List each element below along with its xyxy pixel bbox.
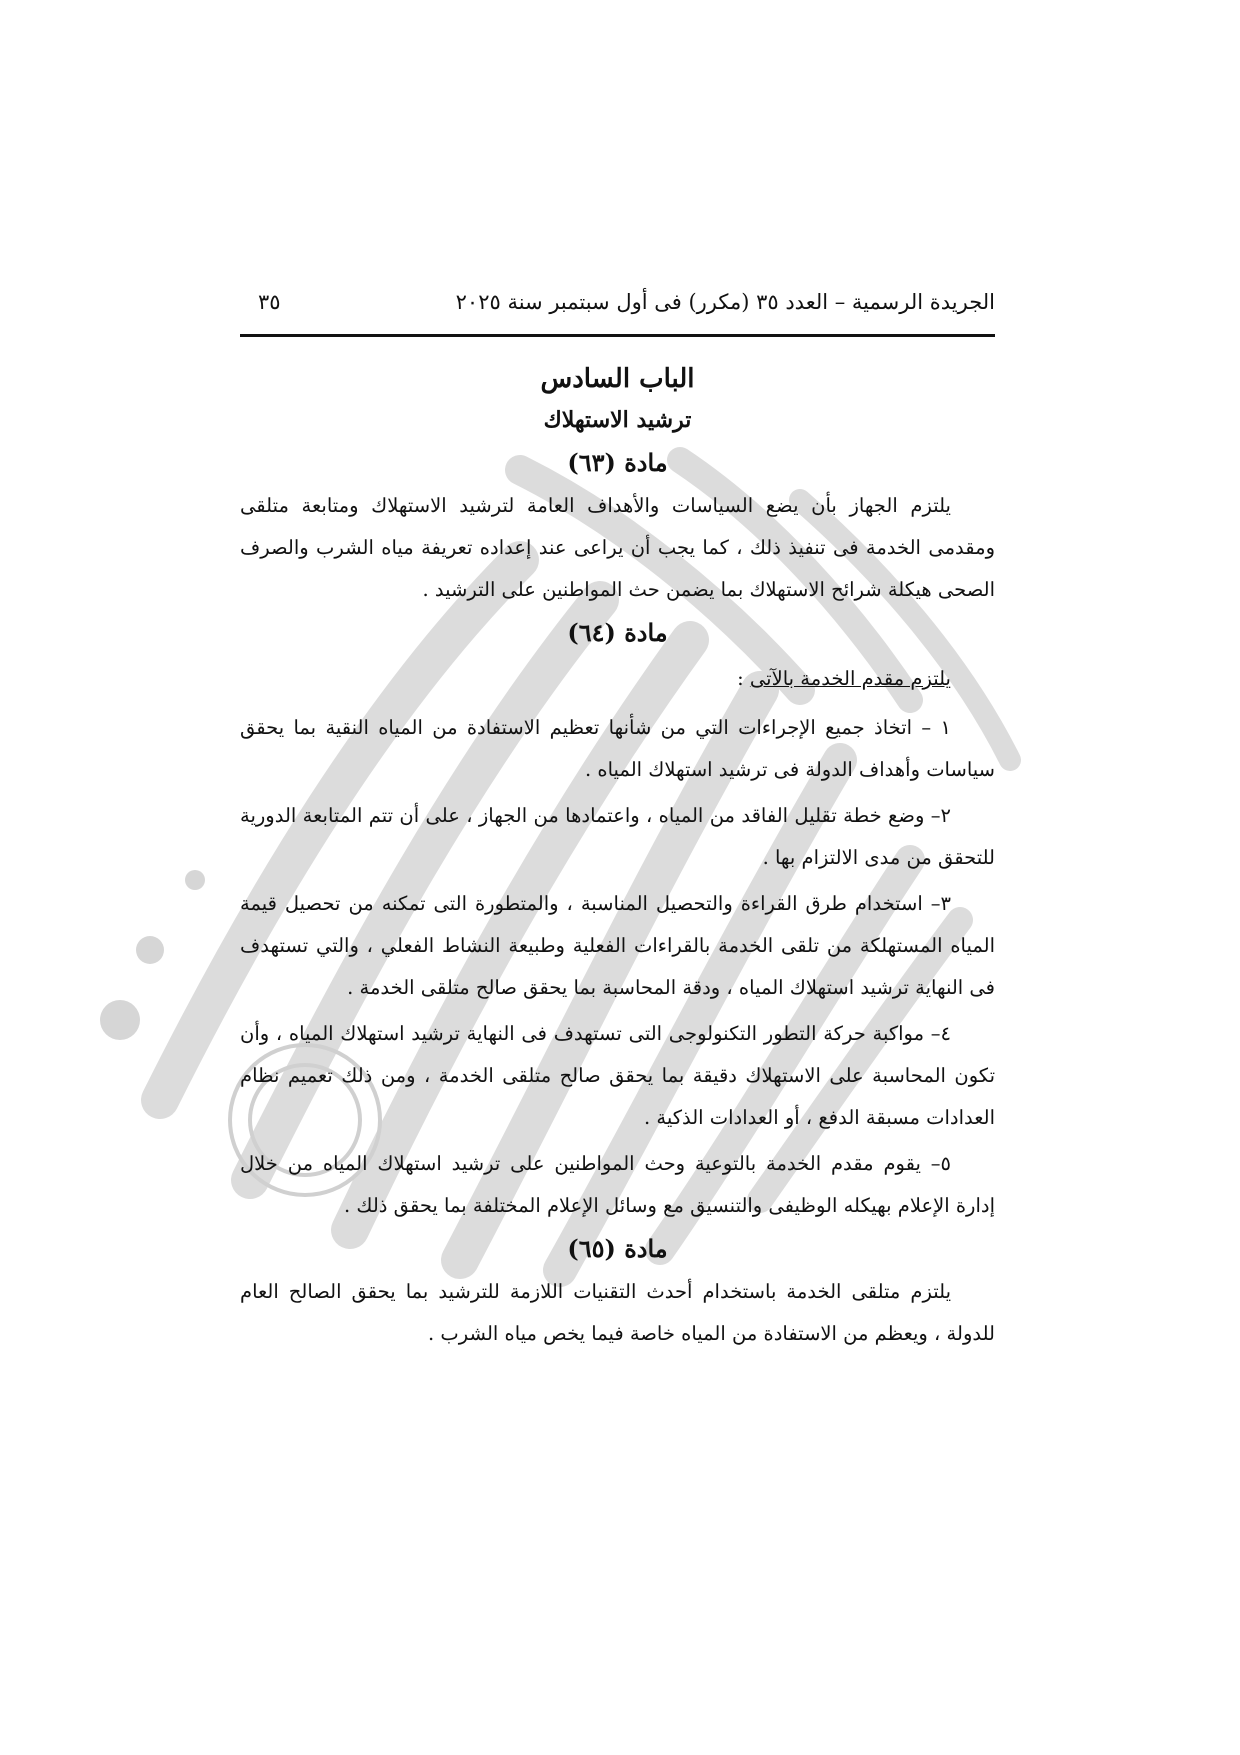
article-intro-suffix: : [737, 667, 750, 690]
header-rule [240, 334, 995, 337]
article-item: ١ – اتخاذ جميع الإجراءات التي من شأنها تعظيم الاستفادة من المياه النقية بما يحقق سياسات وأهداف الدولة فى ترشيد استهلاك المياه . [240, 716, 995, 781]
watermark-dot [136, 936, 164, 964]
article-item: ٢– وضع خطة تقليل الفاقد من المياه ، واعتمادها من الجهاز ، على أن تتم المتابعة الدورية للتحقق من مدى الالتزام بها . [240, 804, 995, 869]
article-item: ٥– يقوم مقدم الخدمة بالتوعية وحث المواطنين على ترشيد استهلاك المياه من خلال إدارة الإعلام بهيكله الوظيفى والتنسيق مع وسائل الإعلام المختلفة بما يحقق ذلك . [240, 1152, 995, 1217]
article-intro [240, 655, 995, 703]
article-item: ٣– استخدام طرق القراءة والتحصيل المناسبة ، والمتطورة التى تمكنه من تحصيل قيمة المياه المستهلكة من تلقى الخدمة بالقراءات الفعلية وطبيعة النشاط الفعلي ، والتي تستهدف فى النهاية ترشيد استهلاك المياه ، ودقة المحاسبة بما يحقق صالح متلقى الخدمة . [240, 892, 995, 999]
article-intro-underlined: يلتزم مقدم الخدمة بالآتى [749, 667, 951, 690]
article-text: يلتزم متلقى الخدمة باستخدام أحدث التقنيات اللازمة للترشيد بما يحقق الصالح العام للدولة ، ويعظم من الاستفادة من المياه خاصة فيما يخص مياه الشرب . [240, 1280, 995, 1345]
watermark-dot [100, 1000, 140, 1040]
article-item: ٤– مواكبة حركة التطور التكنولوجى التى تستهدف فى النهاية ترشيد استهلاك المياه ، وأن تكون المحاسبة على الاستهلاك دقيقة بما يحقق صالح متلقى الخدمة ، ومن ذلك تعميم نظام العدادات مسبقة الدفع ، أو العدادات الذكية . [240, 1022, 995, 1129]
article-heading: مادة (٦٤) [567, 618, 668, 647]
article-heading: مادة (٦٣) [567, 448, 668, 477]
article-heading: مادة (٦٥) [567, 1234, 668, 1263]
article-text: يلتزم الجهاز بأن يضع السياسات والأهداف العامة لترشيد الاستهلاك ومتابعة متلقى ومقدمى الخدمة فى تنفيذ ذلك ، كما يجب أن يراعى عند إعداده تعريفة مياه الشرب والصرف الصحى هيكلة شرائح الاستهلاك بما يضمن حث المواطنين على الترشيد . [240, 494, 995, 601]
page-number: ٣٥ [258, 290, 281, 314]
page-header [240, 280, 995, 324]
watermark-dot [185, 870, 205, 890]
chapter-subtitle: ترشيد الاستهلاك [543, 407, 692, 433]
gazette-title: الجريدة الرسمية – العدد ٣٥ (مكرر) فى أول سبتمبر سنة ٢٠٢٥ [455, 290, 995, 314]
chapter-title: الباب السادس [540, 364, 695, 394]
document-page [240, 280, 995, 1355]
